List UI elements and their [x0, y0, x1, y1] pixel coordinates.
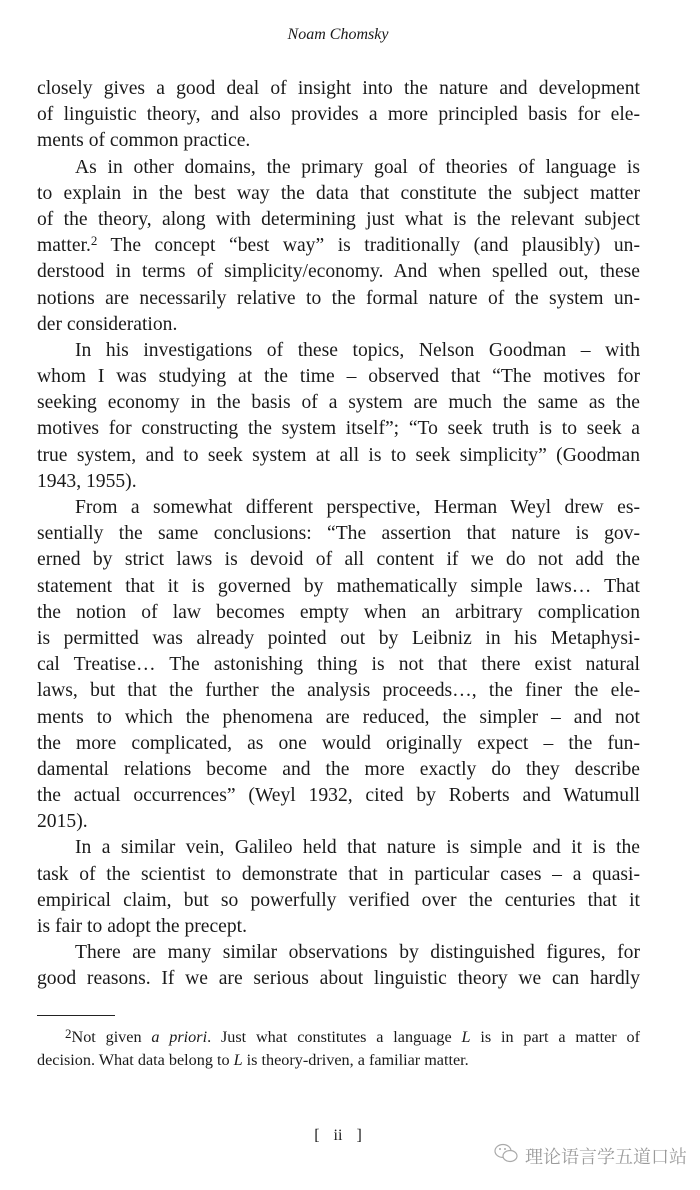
body-text [37, 76, 640, 993]
text-segment: matter. [37, 235, 91, 257]
text-segment: decision. What data belong to [37, 1051, 234, 1069]
text-line [37, 1026, 640, 1049]
text-line: laws, but that the further the analysis proceeds…, the finer the ele- [37, 680, 640, 702]
paragraph [37, 835, 640, 940]
text-segment: is theory-driven, a familiar matter. [242, 1051, 469, 1069]
text-segment: The concept “best way” is traditionally (and plausibly) un- [97, 235, 640, 257]
text-line: cal Treatise… The astonishing thing is not that there exist natural [37, 654, 640, 676]
page-number: [ ii ] [314, 1127, 362, 1144]
text-line: motives for constructing the system itself”; “To seek truth is to seek a [37, 418, 640, 440]
watermark-text: 理论语言学五道口站 [525, 1146, 687, 1168]
text-line: empirical claim, but so powerfully verified over the centuries that it [37, 889, 640, 911]
text-segment: Not given [71, 1028, 152, 1046]
text-line: is fair to adopt the precept. [37, 916, 248, 937]
text-line: As in other domains, the primary goal of theories of language is [75, 156, 640, 178]
text-line: good reasons. If we are serious about linguistic theory we can hardly [37, 968, 640, 990]
text-line: the more complicated, as one would originally expect – the fun- [37, 732, 640, 754]
text-line: is permitted was already pointed out by Leibniz in his Metaphysi- [37, 627, 640, 649]
text-line: In a similar vein, Galileo held that nature is simple and it is the [75, 837, 640, 859]
text-line: of the theory, along with determining just what is the relevant subject [37, 208, 640, 230]
text-line: There are many similar observations by distinguished figures, for [75, 942, 640, 964]
text-line [37, 233, 640, 259]
text-line: the notion of law becomes empty when an arbitrary complication [37, 601, 640, 623]
running-head: Noam Chomsky [287, 26, 389, 43]
paragraph [37, 940, 640, 992]
watermark [493, 1142, 687, 1169]
text-segment: is in part a matter of [470, 1028, 640, 1046]
footnote-marker[interactable]: 2 [90, 233, 98, 249]
text-line [37, 1049, 640, 1072]
text-segment: L [233, 1051, 243, 1069]
paragraph [37, 155, 640, 338]
text-line: der consideration. [37, 313, 178, 335]
text-line: 2015). [37, 811, 88, 833]
text-line: statement that it is governed by mathematically simple laws… That [37, 575, 640, 597]
paragraph [37, 76, 640, 155]
footnote [37, 1026, 640, 1072]
text-line: seeking economy in the basis of a system are much the same as the [37, 392, 640, 414]
footnotes [37, 1026, 640, 1072]
text-segment: L [461, 1028, 471, 1046]
text-line: 1943, 1955). [37, 470, 137, 492]
text-segment: a priori [151, 1028, 208, 1046]
text-line: ments to which the phenomena are reduced, the simpler – and not [37, 706, 640, 728]
text-line: to explain in the best way the data that constitute the subject matter [37, 182, 640, 204]
text-line: true system, and to seek system at all is to seek simplicity” (Goodman [37, 444, 640, 466]
text-line: damental relations become and the more exactly do they describe [37, 758, 640, 780]
text-line: of linguistic theory, and also provides a more principled basis for ele- [37, 104, 640, 126]
text-line: From a somewhat different perspective, Herman Weyl drew es- [75, 497, 640, 518]
text-line: task of the scientist to demonstrate that in particular cases – a quasi- [37, 863, 640, 885]
wechat-icon [493, 1142, 519, 1169]
text-line: derstood in terms of simplicity/economy. And when spelled out, these [37, 261, 640, 283]
paragraph [37, 495, 640, 835]
footnote-marker[interactable]: 2 [65, 1026, 72, 1041]
text-line: ments of common practice. [37, 130, 251, 152]
text-segment: . Just what constitutes a language [207, 1028, 462, 1046]
text-line: In his investigations of these topics, Nelson Goodman – with [75, 339, 640, 361]
footnote-rule [37, 1015, 115, 1016]
paragraph [37, 338, 640, 495]
text-line: closely gives a good deal of insight into the nature and development [37, 78, 640, 99]
text-line: erned by strict laws is devoid of all content if we do not add the [37, 549, 640, 571]
text-line: notions are necessarily relative to the formal nature of the system un- [37, 287, 640, 309]
text-line: sentially the same conclusions: “The assertion that nature is gov- [37, 523, 640, 545]
text-line: whom I was studying at the time – observed that “The motives for [37, 366, 640, 388]
text-line: the actual occurrences” (Weyl 1932, cited by Roberts and Watumull [37, 785, 640, 807]
